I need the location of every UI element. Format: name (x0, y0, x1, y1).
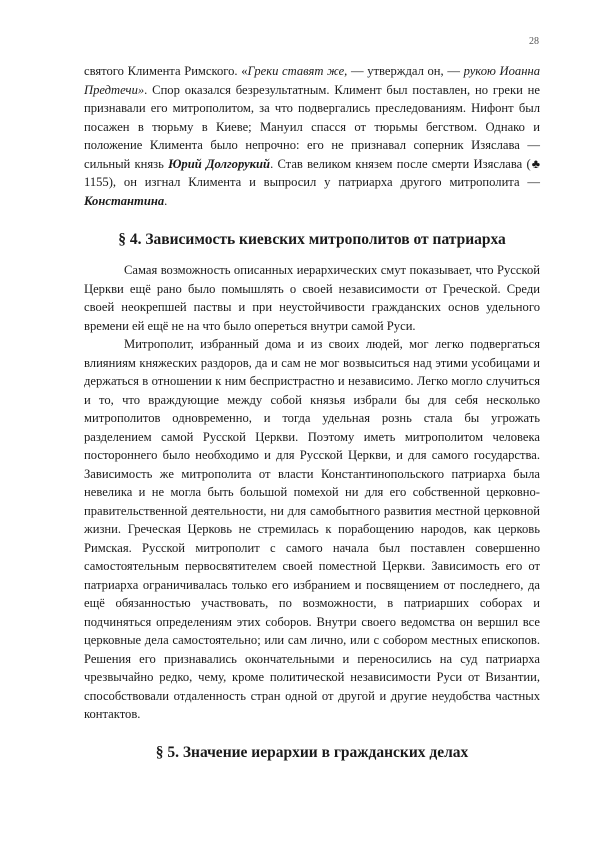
paragraph-metropolitan: Митрополит, избранный дома и из своих людей, мог легко подвергаться влияниям княжеских раздоров, да и сам не мог возвыситься над этими усобицами и держаться в отношении к ним беспристрастно и независимо. Легко могло случиться и то, что враждующие между собой князья избрали бы для себя несколько митрополитов одновременно, и тогда удельная рознь стала бы угрожать разделением самой Русской Церкви. Поэтому иметь митрополитом человека постороннего было необходимо и для Русской Церкви, и для самого государства. Зависимость же митрополита от власти Константинопольского патриарха была невелика и не могла быть большой помехой ни для его собственной церковно-правительственной деятельности, ни для самобытного развития местной церковной жизни. Греческая Церковь не стремилась к порабощению народов, как церковь Римская. Русской митрополит с самого начала был поставлен совершенно самостоятельным первосвятителем своей поместной Церкви. Зависимость его от патриарха ограничивалась только его избранием и посвящением от последнего, да ещё обязанностью участвовать, по возможности, в патриарших соборах и подчиняться определениям этих соборов. Внутри своего ведомства он вершил все церковные дела самостоятельно; или сам лично, или с собором местных епископов. Решения его признавались окончательными и переносились на суд патриарха чрезвычайно редко, чему, кроме политической независимости Руси от Византии, способствовали отдаленность стран одной от другой и другие неудобства частных контактов. (84, 337, 540, 721)
section-heading-4: § 4. Зависимость киевских митрополитов от патриарха (118, 231, 506, 248)
quote-italic: Греки ставят же, (247, 64, 348, 78)
name-emphasis-konstantin: Константина (84, 193, 165, 208)
page-content (84, 62, 540, 762)
text-run: святого Климента Римского. « (84, 64, 248, 78)
section-heading-5: § 5. Значение иерархии в гражданских делах (155, 743, 469, 761)
text-run: — утверждал он, — (347, 64, 464, 78)
text-run: . (164, 193, 168, 208)
quote-italic: рукою Иоанна Предтечи» (84, 64, 540, 97)
page-number: 28 (529, 36, 539, 47)
paragraph-dependence: Самая возможность описанных иерархических смут показывает, что Русской Церкви ещё рано было помышлять о своей независимости от Греческой. Среди своей неокрепшей паствы и при неустойчивости гражданских основ удельного времени ей ещё не на что было опереться внутри самой Руси. (84, 263, 540, 333)
text-run: . Спор оказался безрезультатным. Климент был поставлен, но греки не признавали его митрополитом, за что подвергались преследованиям. Нифонт был посажен в тюрьму в Киеве; Мануил спасся от тюрьмы бегством. Однако и положение Климента было непрочно: его не признавал соперник Изяслава — сильный князь (84, 82, 540, 171)
paragraph-klement (84, 62, 540, 210)
text-run: . Став великом князем после смерти Изяслава (♣ 1155), он изгнал Климента и выпросил у патриарха другого митрополита — (84, 156, 540, 189)
name-emphasis-yuri: Юрий Долгорукий (168, 156, 271, 171)
